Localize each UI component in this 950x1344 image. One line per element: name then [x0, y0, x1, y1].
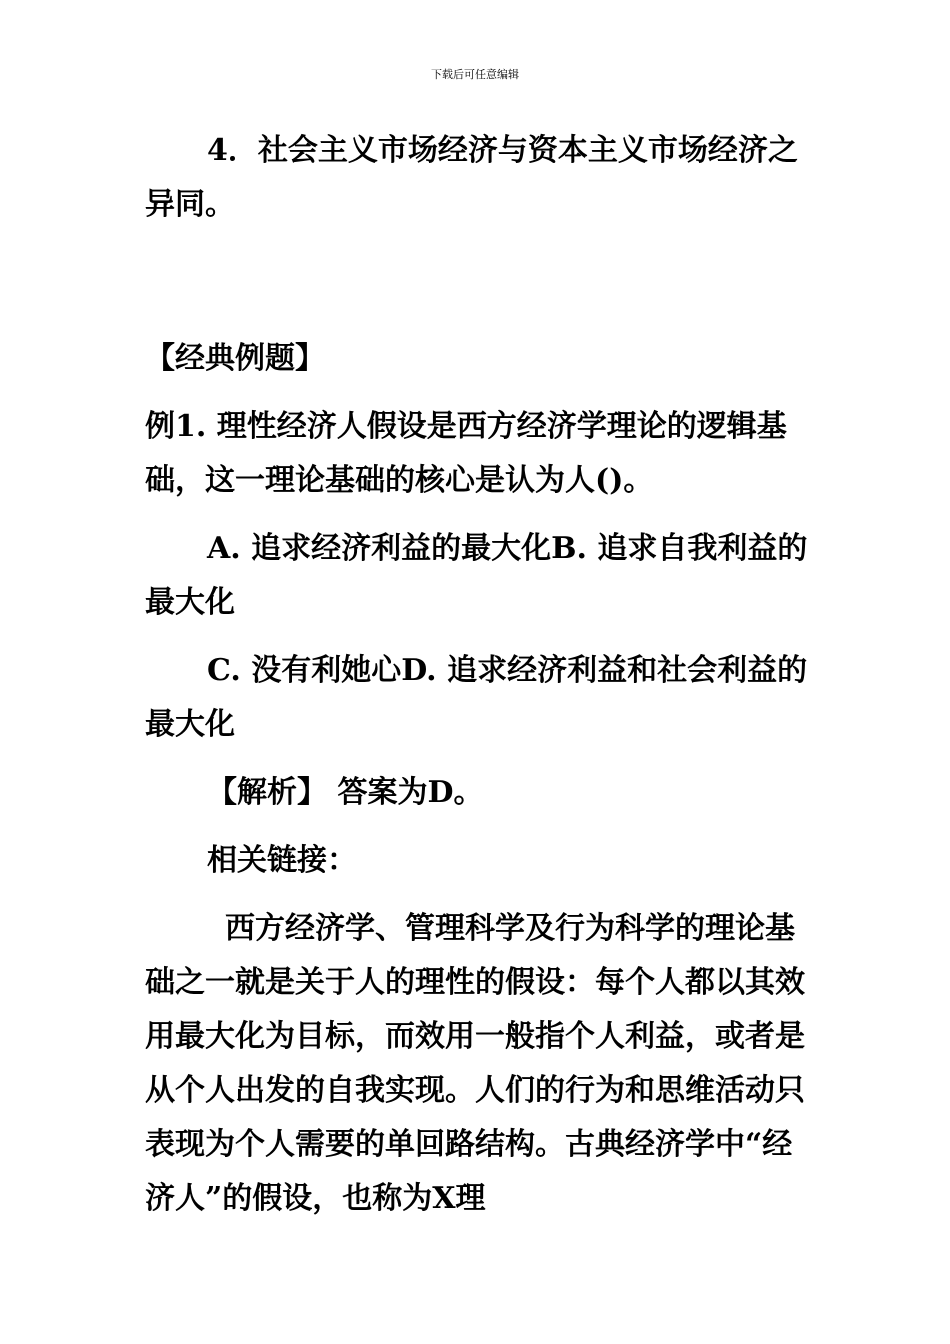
options-a-b: A. 追求经济利益的最大化B. 追求自我利益的最大化: [145, 531, 808, 620]
page-header: 下载后可任意编辑: [431, 68, 519, 81]
example-question: 例1. 理性经济人假设是西方经济学理论的逻辑基础，这一理论基础的核心是认为人()。: [145, 409, 787, 498]
analysis: 【解析】 答案为D。: [207, 775, 484, 810]
section-title: 【经典例题】: [145, 341, 325, 376]
related-label: 相关链接：: [207, 843, 357, 878]
question-4: 4．社会主义市场经济与资本主义市场经济之异同。: [145, 133, 798, 222]
related-text: 西方经济学、管理科学及行为科学的理论基础之一就是关于人的理性的假设：每个人都以其效用最大化为目标，而效用一般指个人利益，或者是从个人出发的自我实现。人们的行为和思维活动只表现为个人需要的单回路结构。古典经济学中“经济人”的假设，也称为X理: [145, 911, 805, 1216]
options-c-d: C. 没有利她心D. 追求经济利益和社会利益的最大化: [145, 653, 808, 742]
document-body: [145, 124, 810, 1226]
